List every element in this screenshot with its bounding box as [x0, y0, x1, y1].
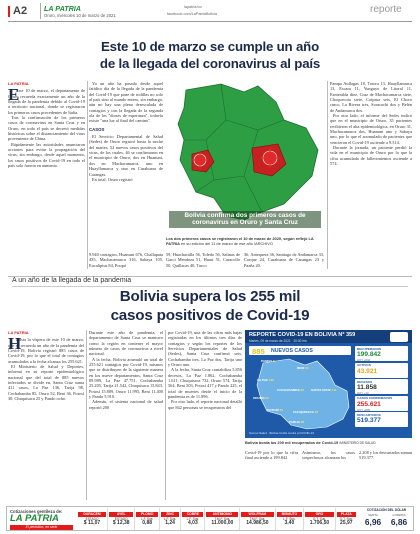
department-label: [257, 378, 274, 382]
story2-paragraph: Además, el sistema nacional de salud reportó 200: [89, 399, 163, 410]
ticker-item-name: BISMUTO: [277, 512, 303, 516]
story2-headline-line1: Bolivia supera los 255 mil: [119, 288, 301, 305]
ticker-sponsor-label: Cotizaciones gentileza de:: [10, 508, 63, 514]
story2-kicker: A un año de la llegada de la pandemia: [12, 277, 132, 284]
ticker-item-unit: ESTADO: [114, 516, 128, 521]
ticker-brand: LA PATRIA: [10, 513, 59, 524]
department-name: COCHABAMBA: [277, 388, 300, 392]
dashboard-caption-bold: Bolivia borda los 200 mil recuperados de Covid-19: [245, 440, 339, 445]
story2-below-col-a: Covid-19 por lo que la cifra final asciende a 199.842.: [245, 450, 298, 461]
story2-paragraph: A la fecha, Bolivia acumuló un total de 255.621 contagios por Covid-19, mismos que se distribuyen de la siguiente manera en los nueve departamentos, Santa Cruz 89.989, La Paz 47.751, Cochabamba 25.205, Tarija 21.542, Chuquisaca 15.843, Potosí 15.809, Oruro 11.995, Beni 11.400 y Pando 5.910.: [89, 356, 163, 400]
stat-box: [355, 379, 408, 394]
story1-below-col-c: 36, Antequera 36, Santiago de Andamarca 33, Corque 24, Curahuara de Carangas 23 y Pazña 20.: [244, 252, 324, 268]
map-banner-line2: coronavirus en Oruro y Santa Cruz: [192, 219, 298, 227]
ticker-item: [304, 508, 335, 530]
new-cases-banner: [249, 346, 351, 355]
story1-paragraph-text: Este 10 de marzo, el departamento de Oruro recuerda exactamente un año de la llegada de la pandemia debido al Covid-19 a territorio nacional, donde se registraron los primeros casos procedentes de Italia.: [8, 88, 85, 115]
story1-paragraph: Por otro lado, el informe del Sedes indicó que en el municipio de Oruro, 35 pacientes recibieron el alta epidemiológica, en Oruro 31, Machacamarca dos, Huanuni uno y Sabaya uno, por lo que el acumulado de pacientes que vencieron el Covid-19 asciende a 9.514.: [330, 113, 412, 145]
story2-column1: [8, 330, 84, 502]
stat-value: 43.921: [357, 367, 378, 375]
ticker-item-name: ANTIMONIO: [206, 512, 238, 516]
department-label: [253, 396, 269, 400]
department-value: 98: [300, 420, 305, 424]
department-label: [297, 366, 309, 370]
ticker-item-unit: L.F. Sus.: [186, 516, 200, 521]
story2-paragraph: A la fecha, Santa Cruz contabiliza 5.856 decesos, La Paz 1.862, Cochabamba 1.611, Chuquisaca 732, Oruro 574, Tarija 564, Beni 503, Potosí 417 y Pando 225, el total de muertes desde el inicio de la pandemia es de 11.896.: [168, 367, 242, 400]
stat-sub: HOY +885: [357, 407, 371, 412]
dashboard-stats: [355, 346, 408, 427]
page-number: A2: [13, 5, 28, 17]
department-value: 8: [272, 359, 275, 363]
story1-column1: [8, 81, 85, 271]
ticker-item-name: ORO: [305, 512, 333, 516]
dollar-quote: [359, 508, 414, 530]
website-link[interactable]: lapatria.bo: [184, 5, 202, 9]
ticker-item-unit: L.F. Sus.: [283, 516, 296, 521]
story2-headline-line2: casos positivos de Covid-19: [110, 306, 310, 324]
ticker-item-value: 4,03: [188, 520, 198, 527]
ticker-item-unit: L.F. Sus.: [163, 516, 177, 521]
ticker-row: [77, 508, 357, 530]
department-label: [261, 359, 275, 363]
dashboard-footer: Somos Salud · Bolivia Unida contra el COVID-19: [249, 431, 315, 435]
ticker-item-value: 14.986,50: [246, 520, 269, 527]
story1-byline: LA PATRIA: [8, 81, 29, 86]
ticker-item: [335, 508, 357, 530]
map-caption-bold: Los dos primeros casos se registraron el 10 de marzo de 2020, según reflejó LA PATRIA: [166, 236, 314, 246]
story1-below-col-b: 59, Huachacalla 56, Toledo 56, Salinas de Garci Mendoza 51, Huari 51, Caracollo 50, Quillacas 40, Turco: [166, 252, 240, 268]
ticker-item-value: $ 11,07: [83, 520, 101, 527]
department-name: CHUQUISACA: [293, 410, 314, 414]
map-caption-text: en su edición del 11 de marzo de ese año /ARCHIVO: [181, 240, 273, 246]
story1-below-col-a: 9.940 contagios, Huanuni 676, Challapata 435, Machacamarca 316, Sabaya 105, Eucaliptus 84, Poopó: [89, 252, 163, 268]
story1-headline: [10, 39, 410, 73]
ticker-item: [181, 508, 205, 530]
ticker-item-unit: T.M.F. Sus.: [249, 516, 266, 521]
ticker-item-value: 0,88: [142, 520, 153, 527]
stat-value: 255.621: [357, 400, 381, 408]
story1-column4: [330, 81, 412, 271]
stat-box: [355, 412, 408, 427]
stat-label: RECUPERADOS: [357, 346, 382, 351]
map-banner-line1: Bolivia confirma dos primeros casos de: [184, 212, 306, 219]
ticker-item-value: 1,24: [165, 520, 175, 527]
stat-value: 199.842: [357, 351, 381, 358]
ticker-item-name: DURACEM: [78, 512, 106, 516]
ticker-item-unit: T.M.F. Sus.: [214, 516, 231, 521]
dollar-buy-value: 6,86: [390, 517, 408, 527]
column-rule: [327, 81, 328, 269]
department-value: 25: [314, 410, 319, 414]
story2-paragraph: El Ministerio de Salud y Deportes, informó en su reporte epidemiológico nacional que del total de 885 nuevos infectados se divide en, Santa Cruz suma 411 casos, La Paz 136, Tarija 98, Cochabamba 85, Oruro 52, Beni 36, Potosí 30, Chuquisaca 25 y Pando ocho.: [8, 364, 84, 402]
ticker-item: [275, 508, 304, 530]
story1-subhead: CASOS: [89, 126, 105, 132]
story2-headline: [10, 288, 410, 326]
ticker-item: [159, 508, 181, 530]
story1-headline-line1: Este 10 de marzo se cumple un año: [100, 39, 320, 54]
covid-report-dashboard: [245, 330, 412, 438]
ticker-item-name: ZINC: [161, 512, 180, 516]
department-value: 411: [331, 388, 337, 392]
story1-paragraph: Rápidamente las autoridades anunciaron acciones para evitar la propagación del virus, sin embargo, desde aquel momento, los casos positivos de Covid-19 en todo el país solo fueron en aumento.: [8, 141, 85, 169]
department-label: [311, 388, 337, 392]
ministry-logo: [390, 332, 408, 342]
drop-cap: E: [8, 85, 20, 104]
facebook-link[interactable]: facebook.com/LaPatriaBolivia: [167, 11, 218, 16]
dashboard-date: Martes, 09 de marzo de 2021 · 20:00 hrs: [249, 338, 307, 343]
stat-value: 11.858: [357, 384, 377, 391]
ticker-item-value: 11.000,00: [211, 520, 234, 527]
ticker-item: [77, 508, 108, 530]
bolivia-map-figure: [166, 80, 324, 234]
story1-paragraph: El Servicio Departamental de Salud (Sedes) de Oruro registró hasta la noche del martes, 52 nuevos casos positivos del virus, de los cuales, 46 se confirmaron en el municipio de Oruro, dos en Huanuni, dos en Machacamarca, uno en Huayllamarca y uno en Curahuara de Carangas.: [89, 134, 163, 177]
story1-paragraph: [8, 85, 85, 115]
stat-label: DECESOS: [357, 379, 373, 384]
ticker-item-unit: O.T. Sus.: [312, 516, 326, 521]
department-name: SANTA CRUZ: [311, 388, 331, 392]
stat-value: 519.377: [357, 417, 381, 424]
story1-column2: [89, 81, 163, 271]
dollar-buy-label: COMPRA: [392, 513, 406, 517]
header-separator: [40, 3, 41, 19]
stat-label: CASOS CONFIRMADOS: [357, 396, 393, 400]
dateline: Oruro, miércoles 10 de marzo de 2021: [44, 12, 116, 18]
department-name: ORURO: [253, 396, 265, 400]
header-red-mark: [8, 6, 10, 17]
new-cases-count: 885: [252, 346, 265, 356]
story1-paragraph: En total, Oruro registró: [92, 176, 133, 182]
stat-label: ACTIVOS: [357, 363, 371, 367]
stat-box: [355, 346, 408, 361]
story1-paragraph: Ya un año ha pasado desde aquel fatídico día de la llegada de la pandemia del Covid-19 que pone de rodillas no solo al país sino al mundo entero, sin embargo, aún no hay una plena desescalada de contagios y con la llegada de la segunda ola de los "dioses de esperanza", todavía existe "una luz al final del camino".: [89, 81, 163, 124]
dollar-sell-label: VENTA: [368, 513, 378, 517]
header-rule: [8, 21, 412, 22]
ticker-item-unit: L.F. Sus.: [140, 516, 154, 521]
ticker-item-name: AYEL: [109, 512, 133, 516]
story2-paragraph: por Covid-19, una de las cifras más bajas registradas en los últimos tres días de contagios y según los reportes de los Servicios Departamentales de Salud (Sedes), Santa Cruz confirmó seis, Cochabamba tres, La Paz dos, Tarija uno y Oruro uno.: [168, 330, 242, 368]
dashboard-title: REPORTE COVID-19 EN BOLIVIA Nº 359: [249, 332, 356, 338]
story2-byline: LA PATRIA: [8, 330, 29, 335]
map-caption: [166, 237, 326, 246]
story1-headline-line2: de la llegada del coronavirus al país: [99, 55, 321, 71]
dashboard-caption: [245, 441, 412, 446]
story1-paragraph: Tras la confirmación de los primeros casos de coronavirus en Santa Cruz y en Oruro, en todo el país se decretó medidas históricas sobre el distanciamiento del virus proveniente de China.: [8, 115, 85, 142]
dollar-label: COTIZACIÓN DEL DÓLAR: [366, 508, 407, 512]
ticker-item: [108, 508, 135, 530]
dollar-sell-value: 6,96: [364, 517, 382, 527]
stat-label: DESCARTADOS: [357, 412, 381, 417]
map-headline-banner: [169, 211, 321, 228]
ticker-table-wrap: [77, 508, 357, 530]
stat-box: [355, 363, 408, 378]
page-header: [0, 0, 420, 34]
story2-paragraph: Por otro lado, el reporte nacional detalló que 842 personas se recuperaron del: [168, 399, 242, 410]
department-name: TARIJA: [289, 420, 300, 424]
story2-column3: [168, 330, 242, 488]
ticker-item: [205, 508, 240, 530]
stat-box: [355, 396, 408, 411]
department-value: 136: [268, 378, 274, 382]
column-rule: [87, 81, 88, 269]
ticker-item: [240, 508, 275, 530]
masthead-name: LA PATRIA: [44, 4, 81, 13]
story2-below-col-c: 2.208 y los descartados suman 519.377.: [359, 450, 412, 461]
ticker-item-unit: O.T. Sus.: [339, 516, 353, 521]
story1-paragraph: Durante la jornada, un paciente perdió la vida en el municipio de Oruro por lo que la cifra acumulada de fallecimientos asciende a 574.: [330, 145, 412, 167]
department-name: LA PAZ: [257, 378, 268, 382]
ticker-item-value: 3,40: [284, 520, 295, 527]
department-name: PANDO: [261, 359, 272, 363]
story2-below-col-b: Asimismo, los casos sospechosos alcanzan los: [302, 450, 355, 461]
stat-sub: HOY +842: [357, 358, 371, 362]
new-cases-label: NUEVOS CASOS: [271, 347, 313, 354]
department-label: [267, 408, 283, 412]
ticker-item: [135, 508, 159, 530]
story1-paragraph: Pampa Aullagas 18, Totora 13, Huayllamarca 13, Escara 11, Yunguyo de Litoral 11, Esmeralda diez, Cruz de Machacamarca siete, Choquecota siete, Coipasa seis, El Choro cinco, La Rivera tres, Soracachi dos y Belén de Andamarca dos.: [330, 81, 412, 113]
ticker-item-name: COBRE: [182, 512, 203, 516]
department-label: [277, 388, 304, 392]
department-value: 85: [300, 388, 305, 392]
story2-column2: [89, 330, 163, 502]
ticker-item-unit: ESTADO: [85, 516, 99, 521]
column-rule: [165, 330, 166, 500]
ticker-table: [77, 508, 357, 530]
ticker-item-name: PLOMO: [136, 512, 157, 516]
section-label: reporte: [370, 4, 402, 15]
column-rule: [86, 330, 87, 500]
story2-paragraph-text: Hasta la víspera de este 10 de marzo, que se recuerda un año de la pandemia del Covid-19, Bolivia registró 885 casos de Covid-19, por lo que el total de contagios acumulados a la fecha alcanza los 255.621.: [8, 337, 84, 364]
ticker-item-value: 1.706,50: [309, 520, 330, 527]
kicker-rule: [12, 286, 408, 287]
ticker-item-name: WOLFRAM: [241, 512, 273, 516]
dashboard-caption-source: /MINISTERIO DE SALUD: [339, 441, 376, 445]
department-label: [293, 410, 318, 414]
department-value: 30: [279, 408, 283, 412]
quotes-ticker: [6, 506, 414, 531]
ticker-item-value: $ 12,38: [112, 520, 130, 527]
department-value: 36: [305, 366, 309, 370]
stat-sub: HOY +13: [357, 391, 369, 395]
department-label: [289, 420, 304, 424]
ticker-item-value: 25,97: [340, 520, 353, 527]
ticker-tagline: El periódico, en serio: [10, 525, 73, 530]
ticker-item-name: PLATA: [337, 512, 356, 516]
department-name: BENI: [297, 366, 305, 370]
story2-paragraph: [8, 334, 84, 364]
department-value: 52: [265, 396, 269, 400]
drop-cap: H: [8, 334, 22, 353]
story2-paragraph: Durante este año de pandemia, el departamento de Santa Cruz se mantuvo como la región en contener el mayor número de casos de coronavirus a nivel nacional.: [89, 330, 163, 357]
department-name: POTOSÍ: [267, 408, 279, 412]
